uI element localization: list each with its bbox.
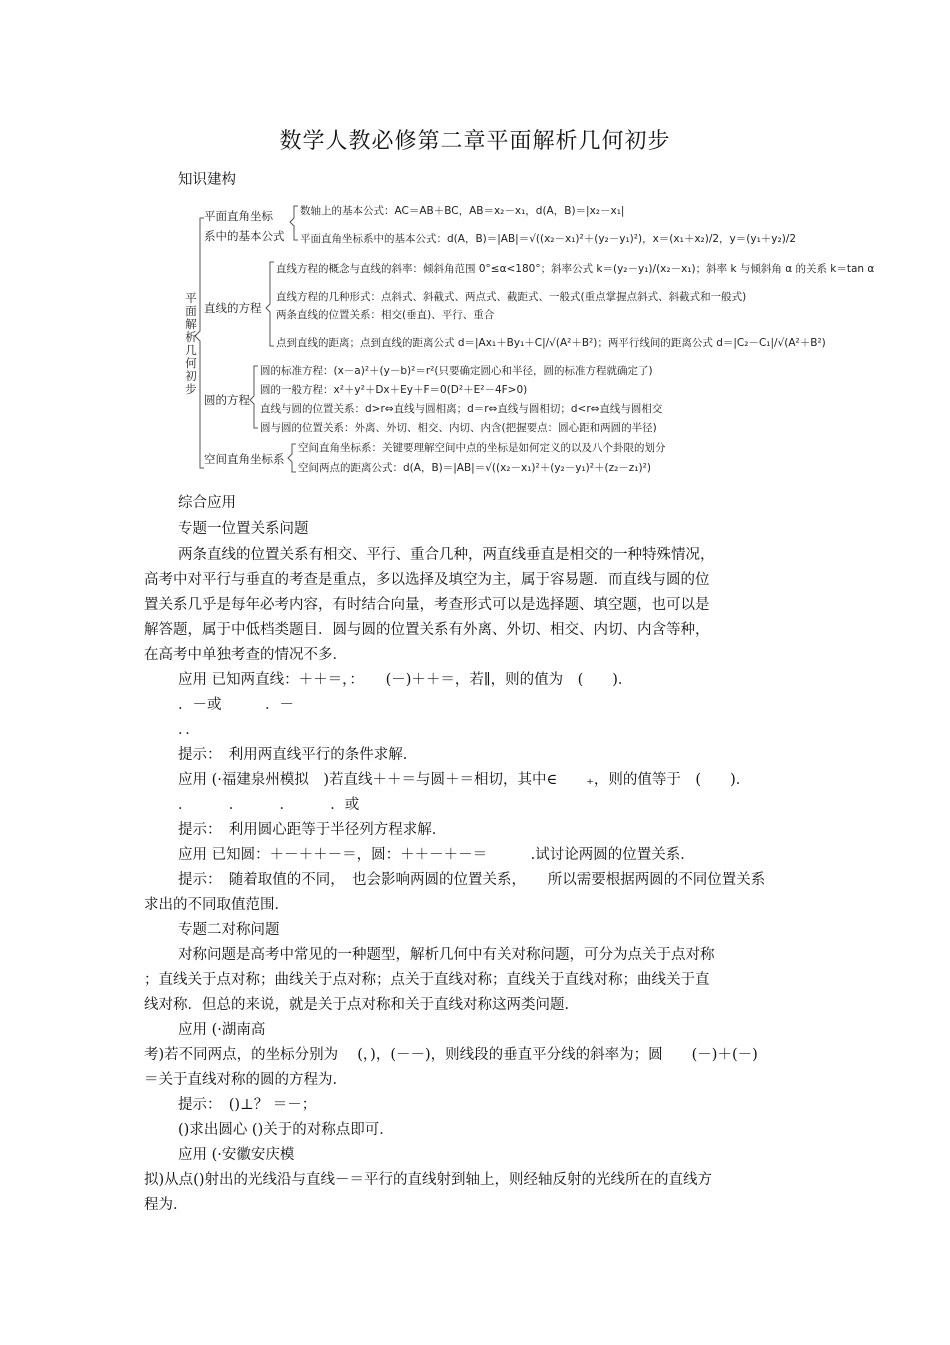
map-item: 空间两点的距离公式：d(A，B)＝|AB|＝√((x₂－x₁)²＋(y₂－y₁)²＋(z₂－z₁)²)	[298, 462, 651, 474]
map-item: 两条直线的位置关系：相交(垂直)、平行、重合	[276, 309, 495, 321]
map-item: 圆与圆的位置关系：外离、外切、相交、内切、内含(把握要点：圆心距和两圆的半径)	[260, 422, 657, 434]
paragraph-line: ；直线关于点对称；曲线关于点对称；点关于直线对称；直线关于直线对称；曲线关于直	[144, 972, 710, 988]
hint-line: 提示： 利用两直线平行的条件求解．	[178, 747, 418, 763]
page-title: 数学人教必修第二章平面解析几何初步	[279, 129, 671, 154]
hint-line: 求出的不同取值范围．	[144, 897, 289, 913]
hint-line: 提示： ()⊥？ ＝－；	[178, 1097, 317, 1113]
application-line: 应用 已知两直线：＋＋＝，： (－)＋＋＝，若∥，则的值为 ( )．	[178, 672, 633, 688]
option-line: ． ． ． ．或	[178, 797, 360, 813]
application-line: 应用 (·福建泉州模拟 )若直线＋＋＝与圆＋＝相切，其中∈ ₊，则的值等于 ( )．	[178, 772, 751, 788]
option-line: ．－或 ．－	[178, 697, 294, 713]
topic-heading-2: 专题二对称问题	[178, 922, 280, 938]
application-line: 拟)从点()射出的光线沿与直线－＝平行的直线射到轴上，则经轴反射的光线所在的直线方	[144, 1172, 712, 1188]
paragraph-line: 解答题，属于中低档类题目．圆与圆的位置关系有外离、外切、相交、内切、内含等种，	[144, 622, 710, 638]
knowledge-map-root: 平面解析几何初步	[185, 291, 197, 396]
application-line: 程为．	[144, 1197, 188, 1213]
map-item: 点到直线的距离；点到直线的距离公式 d＝|Ax₁＋By₁＋C|/√(A²＋B²)；两平行线间的距离公式 d＝|C₂－C₁|/√(A²＋B²)	[276, 337, 826, 349]
hint-line: 提示： 随着取值的不同， 也会影响两圆的位置关系， 所以需要根据两圆的不同位置关系	[178, 872, 766, 888]
hint-line: 提示： 利用圆心距等于半径列方程求解．	[178, 822, 447, 838]
map-item: 直线与圆的位置关系：d>r⇔直线与圆相离；d＝r⇔直线与圆相切；d<r⇔直线与圆相交	[260, 403, 663, 415]
branch-label-line-equation: 直线的方程	[204, 301, 262, 315]
application-line: ＝关于直线对称的圆的方程为．	[144, 1072, 347, 1088]
application-line: 应用 (·湖南高	[178, 1022, 266, 1038]
map-item: 直线方程的概念与直线的斜率：倾斜角范围 0°≤α<180°；斜率公式 k＝(y₂－y₁)/(x₂－x₁)；斜率 k 与倾斜角 α 的关系 k＝tan α	[276, 263, 875, 275]
branch-label-circle-equation: 圆的方程	[204, 393, 250, 407]
paragraph-line: 置关系几乎是每年必考内容，有时结合向量，考查形式可以是选择题、填空题，也可以是	[144, 597, 710, 613]
topic-heading-1: 专题一位置关系问题	[178, 521, 309, 537]
application-line: 考)若不同两点，的坐标分别为 (，)，(－－)，则线段的垂直平分线的斜率为；圆 (－)＋(－)	[144, 1047, 758, 1063]
paragraph-line: 两条直线的位置关系有相交、平行、重合几种，两直线垂直是相交的一种特殊情况，	[178, 547, 715, 563]
paragraph-line: 对称问题是高考中常见的一种题型，解析几何中有关对称问题，可分为点关于点对称	[178, 947, 715, 963]
section-heading-knowledge: 知识建构	[178, 172, 236, 188]
paragraph-line: 在高考中单独考查的情况不多．	[144, 647, 347, 663]
paragraph-line: 线对称．但总的来说，就是关于点对称和关于直线对称这两类问题．	[144, 997, 579, 1013]
option-line: ．．	[178, 722, 200, 738]
map-item: 圆的一般方程：x²＋y²＋Dx＋Ey＋F＝0(D²＋E²－4F>0)	[260, 384, 528, 396]
branch-label-coordinate-formulas-l1: 平面直角坐标	[204, 209, 273, 223]
map-item: 平面直角坐标系中的基本公式：d(A，B)＝|AB|＝√((x₂－x₁)²＋(y₂－y₁)²)，x＝(x₁＋x₂)/2，y＝(y₁＋y₂)/2	[300, 233, 797, 245]
map-item: 数轴上的基本公式：AC＝AB＋BC，AB＝x₂－x₁，d(A，B)＝|x₂－x₁|	[300, 205, 625, 217]
knowledge-map	[178, 196, 875, 486]
hint-line: ()求出圆心 ()关于的对称点即可．	[178, 1122, 394, 1138]
map-item: 空间直角坐标系：关键要理解空间中点的坐标是如何定义的以及八个卦限的划分	[298, 442, 666, 454]
section-heading-application: 综合应用	[178, 495, 236, 511]
branch-label-space-coordinates: 空间直角坐标系	[204, 452, 285, 466]
branch-label-coordinate-formulas-l2: 系中的基本公式	[204, 229, 285, 243]
map-item: 圆的标准方程：(x－a)²＋(y－b)²＝r²(只要确定圆心和半径，圆的标准方程就确定了)	[260, 365, 653, 377]
application-line: 应用 已知圆：＋－＋＋－＝，圆：＋＋－＋－＝ .试讨论两圆的位置关系．	[178, 847, 695, 863]
application-line: 应用 (·安徽安庆模	[178, 1147, 295, 1163]
paragraph-line: 高考中对平行与垂直的考查是重点，多以选择及填空为主，属于容易题．而直线与圆的位	[144, 572, 710, 588]
map-item: 直线方程的几种形式：点斜式、斜截式、两点式、截距式、一般式(重点掌握点斜式、斜截式和一般式)	[276, 291, 747, 303]
